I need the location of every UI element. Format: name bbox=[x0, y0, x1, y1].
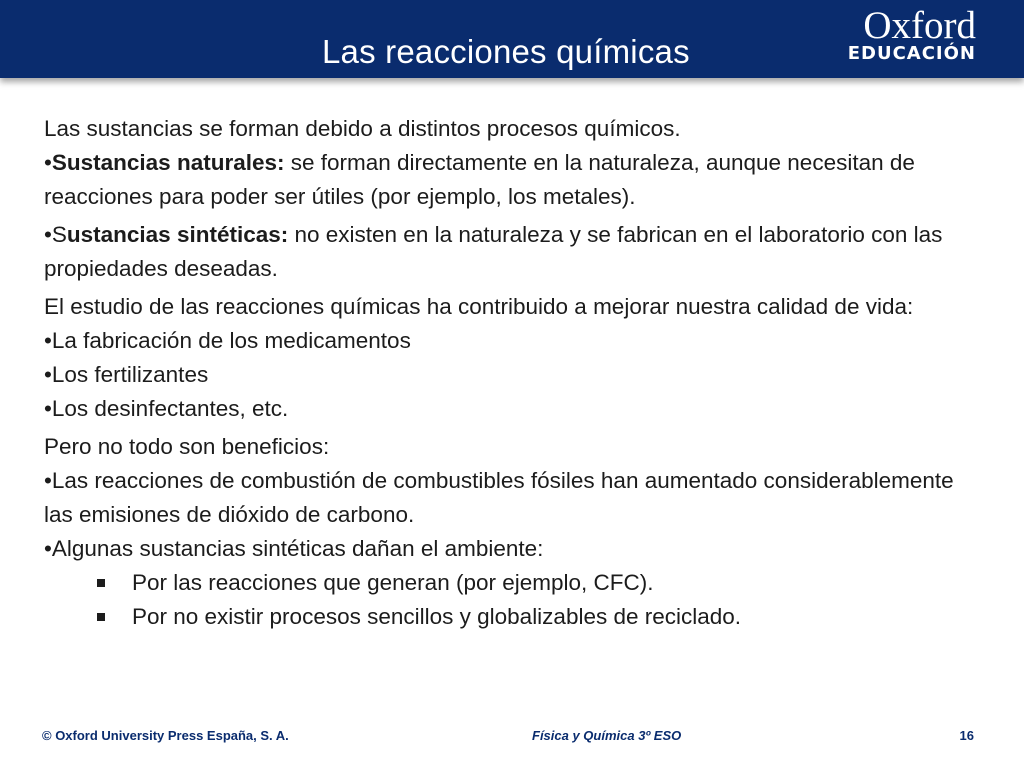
sub-bullet-text: Por no existir procesos sencillos y globalizables de reciclado. bbox=[132, 604, 742, 629]
bullet-marker: •S bbox=[44, 222, 67, 247]
natural-substances-text: se forman directamente en la naturaleza, aunque necesitan de reacciones para poder ser útiles (por ejemplo, los metales). bbox=[44, 150, 915, 209]
benefit-item: •La fabricación de los medicamentos bbox=[44, 328, 411, 353]
drawback-item: •Las reacciones de combustión de combustibles fósiles han aumentado considerablemente las emisiones de dióxido de carbono. bbox=[44, 468, 954, 527]
square-bullet-icon bbox=[97, 579, 105, 587]
natural-substances-label: Sustancias naturales: bbox=[51, 150, 285, 175]
drawbacks-intro: Pero no todo son beneficios: bbox=[44, 434, 330, 459]
intro-text: Las sustancias se forman debido a distintos procesos químicos. bbox=[44, 116, 681, 141]
sub-bullet-item bbox=[44, 566, 964, 600]
sub-bullet-list bbox=[44, 566, 964, 634]
benefit-item: •Los fertilizantes bbox=[44, 362, 209, 387]
natural-substances-bullet bbox=[44, 146, 964, 214]
square-bullet-icon bbox=[97, 613, 105, 621]
benefit-item: •Los desinfectantes, etc. bbox=[44, 396, 289, 421]
bullet-marker: • bbox=[44, 150, 52, 175]
oxford-logo bbox=[848, 6, 976, 64]
drawback-item: •Algunas sustancias sintéticas dañan el ambiente: bbox=[44, 536, 544, 561]
logo-subtitle: EDUCACIÓN bbox=[847, 43, 976, 64]
synthetic-substances-text: no existen en la naturaleza y se fabrican en el laboratorio con las propiedades deseadas. bbox=[44, 222, 943, 281]
page-number: 16 bbox=[959, 728, 974, 743]
slide-body bbox=[44, 112, 964, 634]
copyright-text: © Oxford University Press España, S. A. bbox=[42, 728, 289, 743]
sub-bullet-text: Por las reacciones que generan (por ejemplo, CFC). bbox=[132, 570, 654, 595]
synthetic-substances-label: ustancias sintéticas: bbox=[66, 222, 289, 247]
slide-title: Las reacciones químicas bbox=[322, 33, 690, 70]
study-text: El estudio de las reacciones químicas ha contribuido a mejorar nuestra calidad de vida: bbox=[44, 294, 914, 319]
sub-bullet-item bbox=[44, 600, 964, 634]
synthetic-substances-bullet bbox=[44, 218, 964, 286]
logo-wordmark: Oxford bbox=[863, 4, 976, 47]
slide-footer bbox=[0, 718, 1024, 754]
slide-header bbox=[0, 0, 1024, 78]
course-name: Física y Química 3º ESO bbox=[532, 728, 682, 743]
